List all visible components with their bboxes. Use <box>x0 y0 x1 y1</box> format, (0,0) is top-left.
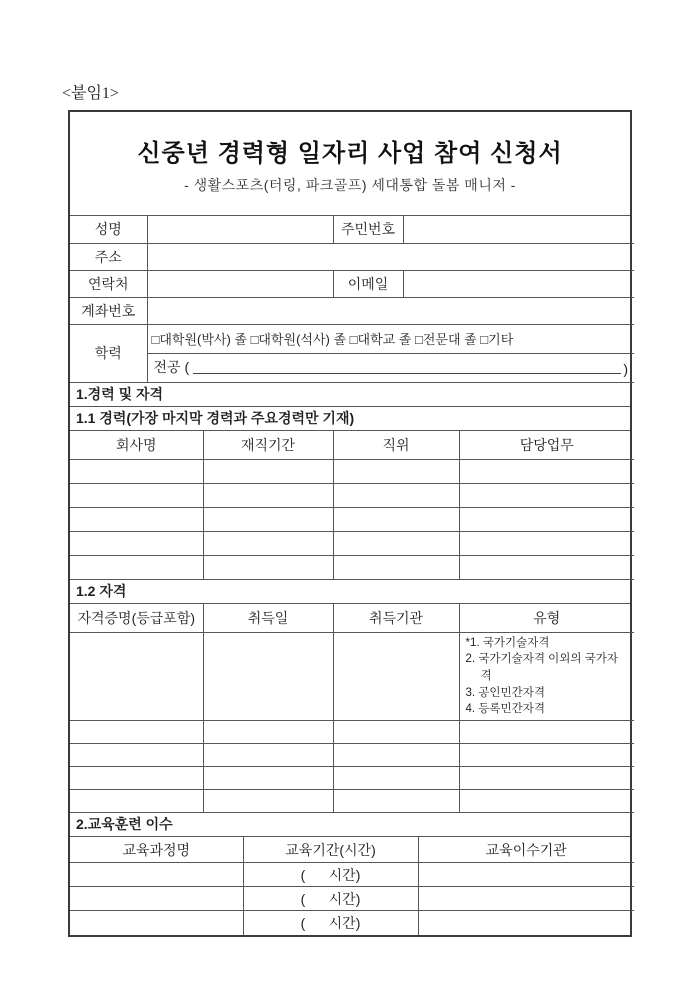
resident-no-label: 주민번호 <box>333 216 403 243</box>
career-empty-cell <box>333 484 459 508</box>
career-header-position: 직위 <box>333 431 459 460</box>
qual-header-org: 취득기관 <box>333 604 459 632</box>
career-header-row <box>70 431 634 460</box>
qual-empty-cell <box>203 720 333 743</box>
major-suffix: ) <box>623 360 628 377</box>
career-empty-cell <box>459 556 634 580</box>
career-table <box>70 431 634 581</box>
qualification-row <box>70 743 634 766</box>
qual-type-option-2: 2. 국가기술자격 이외의 국가자격 <box>465 653 618 682</box>
education-label: 학력 <box>70 324 147 382</box>
edu-empty-cell <box>418 911 634 935</box>
career-empty-cell <box>203 508 333 532</box>
section1-qualification-title: 1.2 자격 <box>70 580 630 604</box>
edu-header-period: 교육기간(시간) <box>243 837 418 863</box>
education-options: □대학원(박사) 졸 □대학원(석사) 졸 □대학교 졸 □전문대 졸 □기타 <box>147 324 634 353</box>
name-label: 성명 <box>70 216 147 243</box>
career-header-period: 재직기간 <box>203 431 333 460</box>
edu-empty-cell <box>70 887 243 911</box>
address-label: 주소 <box>70 243 147 270</box>
qualification-row <box>70 720 634 743</box>
qualification-row <box>70 789 634 812</box>
section1-title: 1.경력 및 자격 <box>70 383 630 407</box>
career-header-duty: 담당업무 <box>459 431 634 460</box>
edu-hours-cell: ( 시간) <box>243 911 418 935</box>
career-empty-cell <box>70 460 203 484</box>
career-empty-cell <box>203 460 333 484</box>
career-empty-cell <box>459 484 634 508</box>
career-empty-cell <box>203 484 333 508</box>
qual-empty-cell <box>333 720 459 743</box>
career-empty-cell <box>333 556 459 580</box>
edu-header-org: 교육이수기관 <box>418 837 634 863</box>
address-value-cell <box>147 243 634 270</box>
qual-empty-cell <box>70 789 203 812</box>
row-account <box>70 297 634 324</box>
account-label: 계좌번호 <box>70 297 147 324</box>
edu-empty-cell <box>418 863 634 887</box>
edu-empty-cell <box>70 863 243 887</box>
row-education-options <box>70 324 634 353</box>
contact-value-cell <box>147 270 333 297</box>
major-cell <box>147 353 634 382</box>
edu-hours-cell: ( 시간) <box>243 863 418 887</box>
qual-empty-cell <box>70 720 203 743</box>
row-contact <box>70 270 634 297</box>
career-empty-cell <box>459 508 634 532</box>
qualification-type-row <box>70 632 634 720</box>
attachment-label: <붙임1> <box>62 85 119 102</box>
career-empty-cell <box>333 460 459 484</box>
career-empty-cell <box>70 484 203 508</box>
qual-empty-cell <box>70 766 203 789</box>
education-row <box>70 863 634 887</box>
career-empty-cell <box>333 508 459 532</box>
qual-empty-cell <box>203 743 333 766</box>
qual-type-option-4: 4. 등록민간자격 <box>465 703 545 716</box>
qual-empty-cell <box>333 789 459 812</box>
career-row <box>70 484 634 508</box>
education-row <box>70 887 634 911</box>
qual-empty-cell <box>203 632 333 720</box>
education-row <box>70 911 634 935</box>
qual-header-type: 유형 <box>459 604 634 632</box>
career-empty-cell <box>70 532 203 556</box>
career-empty-cell <box>203 532 333 556</box>
career-row <box>70 556 634 580</box>
edu-empty-cell <box>70 911 243 935</box>
section2-title: 2.교육훈련 이수 <box>70 813 630 837</box>
account-value-cell <box>147 297 634 324</box>
career-empty-cell <box>333 532 459 556</box>
qualification-header-row <box>70 604 634 632</box>
career-empty-cell <box>459 460 634 484</box>
qual-empty-cell <box>203 789 333 812</box>
qual-type-option-1: *1. 국가기술자격 <box>465 636 550 649</box>
qual-type-option-3: 3. 공인민간자격 <box>465 686 545 699</box>
qual-empty-cell <box>333 743 459 766</box>
qual-empty-cell <box>70 632 203 720</box>
email-label: 이메일 <box>333 270 403 297</box>
career-row <box>70 508 634 532</box>
qual-header-date: 취득일 <box>203 604 333 632</box>
education-table <box>70 837 634 935</box>
row-major <box>70 353 634 382</box>
career-row <box>70 460 634 484</box>
qualification-table <box>70 604 634 813</box>
career-empty-cell <box>203 556 333 580</box>
form-title: 신중년 경력형 일자리 사업 참여 신청서 <box>137 139 563 167</box>
education-header-row <box>70 837 634 863</box>
career-empty-cell <box>70 556 203 580</box>
qual-empty-cell <box>333 766 459 789</box>
form-subtitle: - 생활스포츠(터링, 파크골프) 세대통합 돌봄 매니저 - <box>184 176 516 193</box>
qual-empty-cell <box>459 743 634 766</box>
qualification-row <box>70 766 634 789</box>
application-form <box>68 110 632 937</box>
qual-empty-cell <box>70 743 203 766</box>
career-header-company: 회사명 <box>70 431 203 460</box>
resident-no-value-cell <box>403 216 634 243</box>
career-empty-cell <box>70 508 203 532</box>
qual-empty-cell <box>203 766 333 789</box>
applicant-info-table <box>70 216 634 383</box>
title-block <box>70 112 630 216</box>
qual-empty-cell <box>459 789 634 812</box>
major-prefix: 전공 ( <box>153 358 190 375</box>
edu-hours-cell: ( 시간) <box>243 887 418 911</box>
qual-header-certificate: 자격증명(등급포함) <box>70 604 203 632</box>
section1-career-title: 1.1 경력(가장 마지막 경력과 주요경력만 기재) <box>70 407 630 431</box>
name-value-cell <box>147 216 333 243</box>
row-address <box>70 243 634 270</box>
career-row <box>70 532 634 556</box>
qual-empty-cell <box>333 632 459 720</box>
qual-empty-cell <box>459 766 634 789</box>
qual-empty-cell <box>459 720 634 743</box>
career-empty-cell <box>459 532 634 556</box>
edu-header-course: 교육과정명 <box>70 837 243 863</box>
major-fill-line <box>193 361 621 374</box>
row-name <box>70 216 634 243</box>
qual-type-cell <box>459 632 634 720</box>
edu-empty-cell <box>418 887 634 911</box>
contact-label: 연락처 <box>70 270 147 297</box>
email-value-cell <box>403 270 634 297</box>
